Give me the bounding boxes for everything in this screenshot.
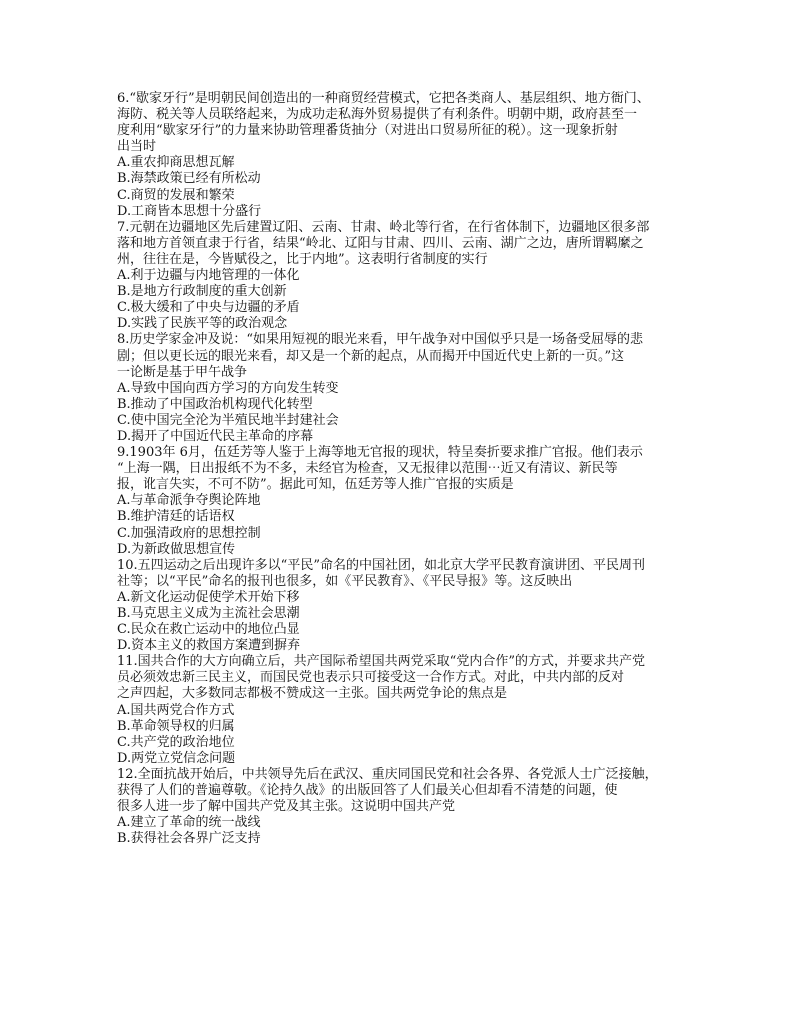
answer-option: C.使中国完全沦为半殖民地半封建社会 bbox=[117, 412, 339, 428]
exam-page bbox=[117, 91, 689, 847]
question-stem-line: 报，讹言失实，不可不防”。据此可知，伍廷芳等人推广官报的实质是 bbox=[117, 477, 514, 493]
answer-option: D.为新政做思想宣传 bbox=[117, 541, 236, 557]
question-stem-line: 7.元朝在边疆地区先后建置辽阳、云南、甘肃、岭北等行省，在行省体制下，边疆地区很多部 bbox=[117, 219, 650, 235]
answer-option: B.革命领导权的归属 bbox=[117, 718, 235, 734]
answer-option: C.共产党的政治地位 bbox=[117, 734, 235, 750]
answer-option: D.揭开了中国近代民主革命的序幕 bbox=[117, 428, 314, 444]
question-stem-line: 出当时 bbox=[117, 139, 157, 155]
answer-option: D.两党立党信念问题 bbox=[117, 750, 236, 766]
answer-option: A.新文化运动促使学术开始下移 bbox=[117, 589, 300, 605]
answer-option: A.与革命派争夺舆论阵地 bbox=[117, 493, 261, 509]
answer-option: C.商贸的发展和繁荣 bbox=[117, 187, 235, 203]
question-11 bbox=[117, 654, 689, 767]
answer-option: C.加强清政府的思想控制 bbox=[117, 525, 261, 541]
question-6 bbox=[117, 91, 689, 220]
answer-option: A.重农抑商思想瓦解 bbox=[117, 155, 235, 171]
question-stem-line: 11.国共合作的大方向确立后，共产国际希望国共两党采取“党内合作”的方式，并要求共产党 bbox=[117, 654, 645, 670]
question-9 bbox=[117, 445, 689, 558]
question-stem-line: 6.“歇家牙行”是明朝民间创造出的一种商贸经营模式，它把各类商人、基层组织、地方衙门、 bbox=[117, 91, 650, 106]
question-stem-line: 获得了人们的普遍尊敬。《论持久战》的出版回答了人们最关心但却看不清楚的问题，使 bbox=[117, 783, 618, 799]
question-stem-line: 一论断是基于甲午战争 bbox=[117, 364, 248, 380]
answer-option: B.获得社会各界广泛支持 bbox=[117, 831, 261, 847]
answer-option: A.国共两党合作方式 bbox=[117, 702, 235, 718]
answer-option: B.维护清廷的话语权 bbox=[117, 509, 235, 525]
question-stem-line: 员必须效忠新三民主义，而国民党也表示只可接受这一合作方式。对此，中共内部的反对 bbox=[117, 670, 625, 686]
question-stem-line: 很多人进一步了解中国共产党及其主张。这说明中国共产党 bbox=[117, 799, 456, 815]
question-stem-line: 8.历史学家金冲及说：“如果用短视的眼光来看，甲午战争对中国似乎只是一场备受屈辱的悲 bbox=[117, 332, 644, 348]
question-stem-line: 12.全面抗战开始后，中共领导先后在武汉、重庆同国民党和社会各界、各党派人士广泛接触， bbox=[117, 766, 658, 782]
answer-option: D.实践了民族平等的政治观念 bbox=[117, 316, 288, 332]
question-stem-line: 落和地方首领直隶于行省，结果“岭北、辽阳与甘肃、四川、云南、湖广之边，唐所谓羁縻之 bbox=[117, 235, 644, 251]
answer-option: B.推动了中国政治机构现代化转型 bbox=[117, 396, 313, 412]
question-7 bbox=[117, 220, 689, 333]
question-stem-line: 之声四起，大多数同志都极不赞成这一主张。国共两党争论的焦点是 bbox=[117, 686, 508, 702]
question-stem-line: 海防、税关等人员联络起来，为成功走私海外贸易提供了有利条件。明朝中期，政府甚至一 bbox=[117, 107, 638, 123]
question-stem-line: 社等；以“平民”命名的报刊也很多，如《平民教育》、《平民导报》等。这反映出 bbox=[117, 573, 573, 589]
question-stem-line: “上海一隅，日出报纸不为不多，未经官为检查，又无报律以范围⋯近又有清议、新民等 bbox=[117, 461, 618, 477]
answer-option: B.海禁政策已经有所松动 bbox=[117, 171, 261, 187]
answer-option: D.资本主义的救国方案遭到摒弃 bbox=[117, 638, 301, 654]
answer-option: B.马克思主义成为主流社会思潮 bbox=[117, 606, 300, 621]
answer-option: A.建立了革命的统一战线 bbox=[117, 815, 261, 831]
answer-option: D.工商皆本思想十分盛行 bbox=[117, 203, 262, 219]
question-10 bbox=[117, 558, 689, 655]
answer-option: A.导致中国向西方学习的方向发生转变 bbox=[117, 380, 339, 396]
answer-option: C.极大缓和了中央与边疆的矛盾 bbox=[117, 300, 300, 316]
answer-option: B.是地方行政制度的重大创新 bbox=[117, 284, 287, 300]
answer-option: C.民众在救亡运动中的地位凸显 bbox=[117, 622, 300, 638]
question-8 bbox=[117, 332, 689, 445]
question-stem-line: 10.五四运动之后出现许多以“平民”命名的中国社团，如北京大学平民教育演讲团、平民周刊 bbox=[117, 557, 645, 573]
question-stem-line: 州，往往在是，今皆赋役之，比于内地”。这表明行省制度的实行 bbox=[117, 251, 488, 267]
answer-option: A.利于边疆与内地管理的一体化 bbox=[117, 268, 300, 284]
question-stem-line: 度利用“歇家牙行”的力量来协助管理番货抽分（对进出口贸易所征的税）。这一现象折射 bbox=[117, 123, 618, 139]
question-stem-line: 剧；但以更长远的眼光来看，却又是一个新的起点，从而揭开中国近代史上新的一页。”这 bbox=[117, 348, 625, 364]
question-12 bbox=[117, 767, 689, 847]
question-stem-line: 9.1903年 6月，伍廷芳等人鉴于上海等地无官报的现状，特呈奏折要求推广官报。他们表示 bbox=[117, 445, 643, 461]
